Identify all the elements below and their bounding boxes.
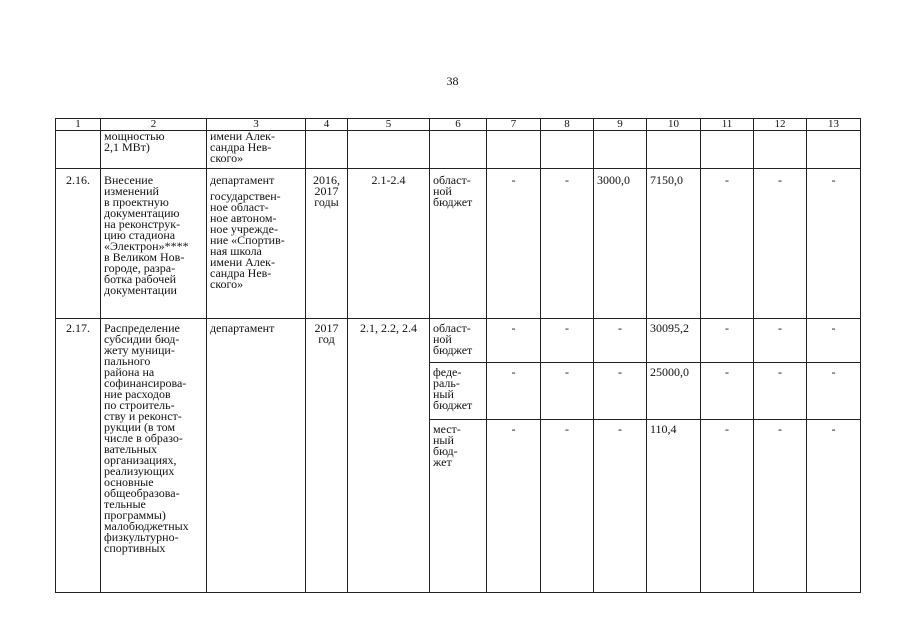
row-number: 2.16. [56, 169, 101, 319]
value-cell: - [701, 319, 754, 363]
table-cell [348, 131, 430, 169]
table-cell [701, 131, 754, 169]
table-cell [647, 131, 701, 169]
column-header: 7 [487, 119, 541, 131]
table-cell [56, 131, 101, 169]
years-cell: 2016, 2017 годы [306, 169, 348, 319]
column-header: 2 [101, 119, 207, 131]
column-header: 5 [348, 119, 430, 131]
value-cell: 25000,0 [647, 363, 701, 420]
value-cell: - [807, 420, 861, 593]
column-header: 10 [647, 119, 701, 131]
value-cell: 110,4 [647, 420, 701, 593]
value-cell: - [541, 420, 594, 593]
value-cell: - [754, 420, 807, 593]
table-cell [430, 131, 487, 169]
funding-source-cell: област- ной бюджет [430, 169, 487, 319]
column-header: 11 [701, 119, 754, 131]
years-cell: 2017 год [306, 319, 348, 593]
table-cell [541, 131, 594, 169]
column-header: 6 [430, 119, 487, 131]
value-cell: - [594, 420, 647, 593]
table-cell [594, 131, 647, 169]
table-cell [306, 131, 348, 169]
value-cell: - [487, 363, 541, 420]
value-cell: - [807, 319, 861, 363]
value-cell: - [487, 169, 541, 319]
description-cell: Распределение субсидии бюд- жету муници- пального района на софинансирова- ние расходов по строитель- ству и реконст- рукции (в том числе в образо- вательных организациях, реализующих основные общеобразова- тельные программы) малобюджетных физкультурно- спортивных [101, 319, 207, 593]
table-cell [487, 131, 541, 169]
description-cell: мощностью 2,1 МВт) [101, 131, 207, 169]
row-number: 2.17. [56, 319, 101, 593]
value-cell: - [754, 363, 807, 420]
column-header: 12 [754, 119, 807, 131]
indicators-cell: 2.1-2.4 [348, 169, 430, 319]
value-cell: - [754, 169, 807, 319]
funding-source-cell: феде- раль- ный бюджет [430, 363, 487, 420]
value-cell: - [701, 363, 754, 420]
description-cell: Внесение изменений в проектную документацию на реконструк- цию стадиона «Электрон»**** в Великом Нов- городе, разра- ботка рабочей документации [101, 169, 207, 319]
table-row [56, 131, 861, 169]
value-cell: - [701, 169, 754, 319]
value-cell: - [594, 363, 647, 420]
value-cell: - [594, 319, 647, 363]
indicators-cell: 2.1, 2.2, 2.4 [348, 319, 430, 593]
table-cell [754, 131, 807, 169]
value-cell: - [487, 319, 541, 363]
value-cell: - [487, 420, 541, 593]
table-row [56, 169, 861, 319]
value-cell: - [541, 319, 594, 363]
column-header-row [56, 119, 861, 131]
column-header: 8 [541, 119, 594, 131]
value-cell: - [701, 420, 754, 593]
funding-source-cell: област- ной бюджет [430, 319, 487, 363]
value-cell: - [807, 363, 861, 420]
column-header: 13 [807, 119, 861, 131]
funding-source-cell: мест- ный бюд- жет [430, 420, 487, 593]
table-row [56, 319, 861, 363]
value-cell: - [541, 363, 594, 420]
value-cell: 7150,0 [647, 169, 701, 319]
executor-cell [207, 169, 306, 319]
value-cell: 3000,0 [594, 169, 647, 319]
column-header: 4 [306, 119, 348, 131]
executor-line: государствен- ное област- ное автоном- ное учрежде- ние «Спортив- ная школа имени Алек- сандра Нев- ского» [210, 189, 285, 291]
value-cell: - [754, 319, 807, 363]
column-header: 1 [56, 119, 101, 131]
table-cell [807, 131, 861, 169]
value-cell: 30095,2 [647, 319, 701, 363]
column-header: 3 [207, 119, 306, 131]
executor-cell: департамент [207, 319, 306, 593]
value-cell: - [807, 169, 861, 319]
page-number: 38 [446, 74, 459, 88]
value-cell: - [541, 169, 594, 319]
executor-line: департамент [210, 173, 275, 187]
program-table [55, 118, 861, 593]
executor-cell: имени Алек- сандра Нев- ского» [207, 131, 306, 169]
column-header: 9 [594, 119, 647, 131]
